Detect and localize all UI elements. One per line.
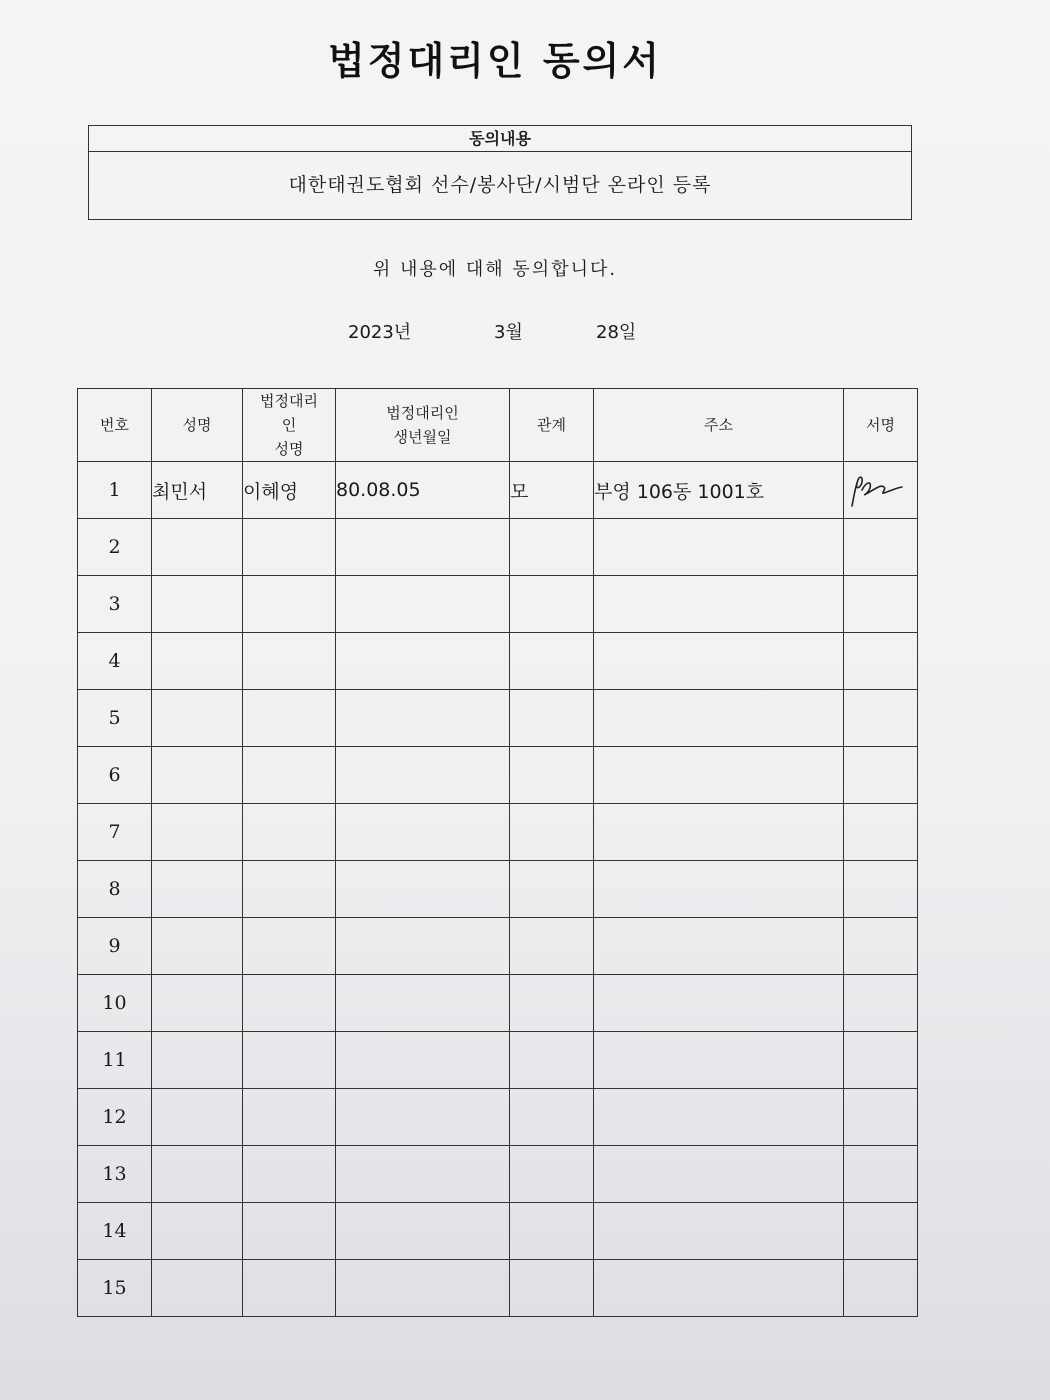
row-signature	[844, 975, 918, 1032]
row-number: 13	[78, 1146, 152, 1203]
row-address	[594, 918, 844, 975]
row-guardian-birth	[336, 1089, 510, 1146]
row-guardian-birth	[336, 975, 510, 1032]
row-guardian-name	[243, 1146, 336, 1203]
document-title: 법정대리인 동의서	[328, 39, 662, 83]
row-name	[152, 747, 243, 804]
row-guardian-birth	[336, 576, 510, 633]
row-number: 7	[78, 804, 152, 861]
table-row	[78, 918, 918, 975]
row-address	[594, 633, 844, 690]
row-number: 15	[78, 1260, 152, 1317]
row-address	[594, 1260, 844, 1317]
row-number: 12	[78, 1089, 152, 1146]
row-guardian-name	[243, 918, 336, 975]
table-row	[78, 975, 918, 1032]
row-guardian-birth	[336, 918, 510, 975]
row-guardian-name	[243, 519, 336, 576]
row-signature	[844, 747, 918, 804]
row-number: 6	[78, 747, 152, 804]
header-relation: 관계	[510, 389, 594, 462]
row-signature	[844, 918, 918, 975]
row-relation	[510, 690, 594, 747]
table-row	[78, 1032, 918, 1089]
row-guardian-name	[243, 975, 336, 1032]
row-guardian-birth	[336, 804, 510, 861]
row-signature	[844, 1146, 918, 1203]
row-relation	[510, 1032, 594, 1089]
row-address	[594, 861, 844, 918]
row-guardian-birth	[336, 690, 510, 747]
row-address	[594, 519, 844, 576]
row-name	[152, 1260, 243, 1317]
table-row	[78, 861, 918, 918]
row-address	[594, 747, 844, 804]
row-signature	[844, 1089, 918, 1146]
row-address	[594, 1203, 844, 1260]
row-guardian-birth	[336, 861, 510, 918]
row-guardian-name	[243, 1260, 336, 1317]
table-row	[78, 519, 918, 576]
row-name	[152, 633, 243, 690]
row-relation: 모	[510, 462, 594, 519]
header-guardian-name-line1: 법정대리	[260, 392, 318, 410]
row-address	[594, 804, 844, 861]
row-name	[152, 1146, 243, 1203]
row-signature	[844, 1032, 918, 1089]
row-number: 5	[78, 690, 152, 747]
row-relation	[510, 519, 594, 576]
header-guardian-name-line2: 인	[281, 416, 297, 434]
row-relation	[510, 975, 594, 1032]
row-address: 부영 106동 1001호	[594, 462, 844, 519]
row-guardian-name	[243, 747, 336, 804]
row-name	[152, 576, 243, 633]
row-relation	[510, 804, 594, 861]
row-signature	[844, 633, 918, 690]
consent-content: 대한태권도협회 선수/봉사단/시범단 온라인 등록	[288, 174, 712, 196]
row-number: 3	[78, 576, 152, 633]
row-guardian-name	[243, 576, 336, 633]
row-relation	[510, 1260, 594, 1317]
row-guardian-name	[243, 861, 336, 918]
row-guardian-name	[243, 804, 336, 861]
row-relation	[510, 1203, 594, 1260]
row-address	[594, 975, 844, 1032]
row-name	[152, 918, 243, 975]
table-row	[78, 747, 918, 804]
row-guardian-birth	[336, 1032, 510, 1089]
table-row	[78, 576, 918, 633]
row-address	[594, 576, 844, 633]
row-name	[152, 804, 243, 861]
row-number: 11	[78, 1032, 152, 1089]
consent-header: 동의내용	[89, 126, 911, 152]
table-row	[78, 690, 918, 747]
row-number: 14	[78, 1203, 152, 1260]
row-name	[152, 975, 243, 1032]
row-guardian-birth	[336, 747, 510, 804]
row-guardian-birth	[336, 1260, 510, 1317]
row-number: 4	[78, 633, 152, 690]
row-signature	[844, 1203, 918, 1260]
header-guardian-name-line3: 성명	[274, 440, 304, 458]
agreement-statement: 위 내용에 대해 동의합니다.	[372, 259, 618, 280]
row-relation	[510, 633, 594, 690]
header-guardian-birth	[336, 389, 510, 462]
row-name	[152, 861, 243, 918]
row-guardian-name	[243, 1089, 336, 1146]
row-guardian-birth	[336, 1146, 510, 1203]
row-number: 9	[78, 918, 152, 975]
guardian-table	[77, 388, 918, 1317]
row-number: 2	[78, 519, 152, 576]
row-guardian-name	[243, 690, 336, 747]
row-guardian-name	[243, 633, 336, 690]
row-address	[594, 690, 844, 747]
row-relation	[510, 576, 594, 633]
row-guardian-name	[243, 1032, 336, 1089]
table-row	[78, 462, 918, 519]
row-relation	[510, 1146, 594, 1203]
row-relation	[510, 861, 594, 918]
table-row	[78, 633, 918, 690]
row-guardian-birth	[336, 633, 510, 690]
table-row	[78, 1089, 918, 1146]
row-guardian-birth	[336, 1203, 510, 1260]
table-row	[78, 1146, 918, 1203]
date-year: 2023년	[348, 322, 412, 343]
row-address	[594, 1032, 844, 1089]
row-signature	[844, 861, 918, 918]
table-row	[78, 804, 918, 861]
consent-box	[88, 125, 912, 220]
row-signature	[844, 462, 918, 519]
header-guardian-birth-line2: 생년월일	[393, 428, 452, 446]
header-address: 주소	[594, 389, 844, 462]
row-signature	[844, 1260, 918, 1317]
row-number: 1	[78, 462, 152, 519]
row-guardian-birth	[336, 519, 510, 576]
row-signature	[844, 690, 918, 747]
table-row	[78, 1203, 918, 1260]
row-name	[152, 1203, 243, 1260]
row-name: 최민서	[152, 462, 243, 519]
row-number: 10	[78, 975, 152, 1032]
header-guardian-name	[243, 389, 336, 462]
row-signature	[844, 804, 918, 861]
header-signature: 서명	[844, 389, 918, 462]
row-guardian-birth: 80.08.05	[336, 462, 510, 519]
row-relation	[510, 918, 594, 975]
table-header-row	[78, 389, 918, 462]
header-guardian-birth-line1: 법정대리인	[386, 404, 459, 422]
header-number: 번호	[78, 389, 152, 462]
row-name	[152, 1089, 243, 1146]
row-address	[594, 1146, 844, 1203]
row-relation	[510, 747, 594, 804]
header-name: 성명	[152, 389, 243, 462]
row-relation	[510, 1089, 594, 1146]
date-month: 3월	[494, 322, 523, 343]
row-guardian-name: 이혜영	[243, 462, 336, 519]
row-signature	[844, 519, 918, 576]
row-guardian-name	[243, 1203, 336, 1260]
row-name	[152, 690, 243, 747]
row-address	[594, 1089, 844, 1146]
table-row	[78, 1260, 918, 1317]
row-name	[152, 1032, 243, 1089]
row-name	[152, 519, 243, 576]
row-number: 8	[78, 861, 152, 918]
date-day: 28일	[596, 322, 637, 343]
row-signature	[844, 576, 918, 633]
handwritten-signature	[846, 470, 906, 510]
